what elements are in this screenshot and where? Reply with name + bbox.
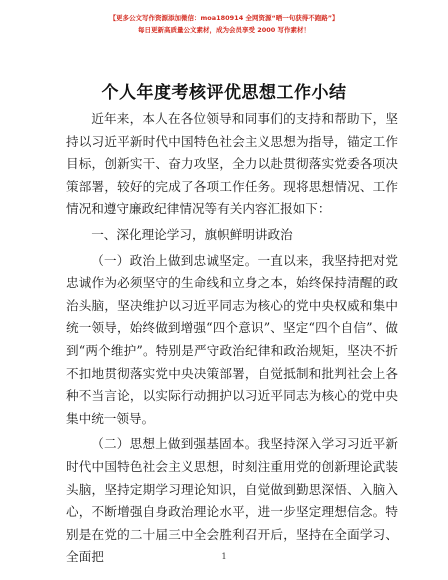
document-body: [66, 108, 398, 569]
subsection-paragraph-1: （一）政治上做到忠诚坚定。一直以来，我坚持把对党忠诚作为必须坚守的生命线和立身之本，始终保持清醒的政治头脑，坚决维护以习近平同志为核心的党中央权威和集中统一领导，始终做到增强“四个意识”、坚定“四个自信”、做到“两个维护”。特别是严守政治纪律和政治规矩，坚决不折不扣地贯彻落实党中央决策部署，自觉抵制和批判社会上各种不当言论，以实际行动拥护以习近平同志为核心的党中央集中统一领导。: [66, 252, 398, 426]
section-heading-1: 一、深化理论学习，旗帜鲜明讲政治: [91, 226, 293, 242]
promo-banner: [0, 12, 448, 36]
intro-paragraph: 近年来，本人在各位领导和同事们的支持和帮助下，坚持以习近平新时代中国特色社会主义思想为指导，锚定工作目标，创新实干、奋力攻坚，全力以赴贯彻落实党委各项决策部署，较好的完成了各项工作任务。现将思想情况、工作情况和遵守廉政纪律情况等有关内容汇报如下：: [66, 111, 398, 217]
promo-banner-line-1: 【更多公文写作资源添加微信：moa180914 全网资源“晒一句获得不跑路”】: [109, 14, 339, 22]
promo-banner-line-2: 每日更新高质量公文素材，成为会员享受 2000 写作素材！: [137, 26, 311, 34]
subsection-paragraph-2: （二）思想上做到强基固本。我坚持深入学习习近平新时代中国特色社会主义思想，时刻注重用党的创新理论武装头脑，坚持定期学习理论知识，自觉做到勤思深悟、入脑入心，不断增强自身政治理论水平，进一步坚定理想信念。特别是在党的二十届三中全会胜利召开后，坚持在全面学习、全面把: [66, 436, 398, 565]
document-title: 个人年度考核评优思想工作小结: [101, 83, 347, 103]
page-number: 1: [221, 552, 227, 561]
